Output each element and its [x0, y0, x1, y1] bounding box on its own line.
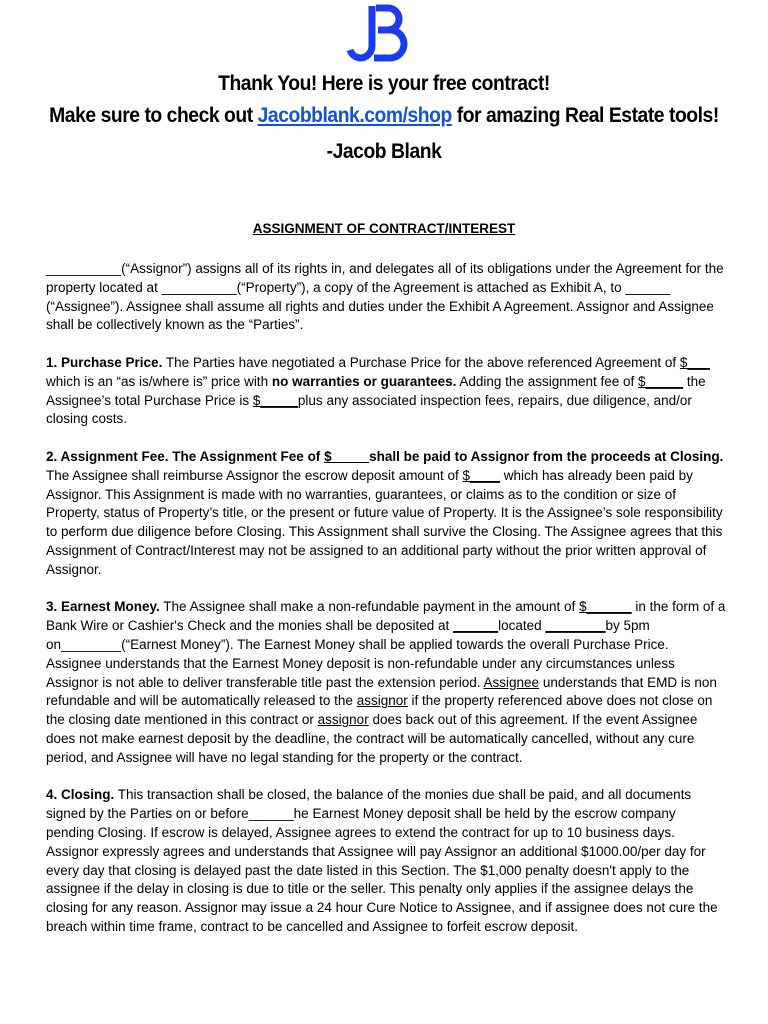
assignment-fee-heading-2: shall be paid to Assignor from the proceeds at Closing.: [369, 448, 724, 464]
total-price-blank: $_____: [252, 392, 298, 408]
purchase-price-heading: 1. Purchase Price.: [46, 354, 163, 370]
section-closing: [46, 786, 726, 936]
s3-text-5: understands that EMD is non refundable and will be automatically released to the: [46, 674, 717, 709]
promo-text-after: for amazing Real Estate tools!: [451, 104, 719, 127]
no-warranties-text: no warranties or guarantees.: [271, 373, 457, 389]
section-assignment-fee: [46, 448, 726, 580]
s2-text-2: which has already been paid by Assignor. This Assignment is made with no warranties, guarantees, or claims as to the condition or size of Property, status of Property’s title, or the present or future value of Property. It is the Assignee’s sole responsibility to perform due diligence before Closing. This Assignment shall survive the Closing. The Assignee agrees that this Assignment of Contract/Interest may not be assigned to an additional party without the prior written approval of Assignor.: [46, 467, 723, 577]
promo-line: [31, 104, 738, 128]
s3-text-2: in the form of a Bank Wire or Cashier's Check and the monies shall be deposited at: [46, 599, 726, 634]
purchase-price-blank: $___: [679, 354, 710, 370]
s3-text-1: The Assignee shall make a non-refundable payment in the amount of: [159, 599, 580, 615]
s3-text-7: does back out of this agreement. If the event Assignee does not make earnest deposit by the deadline, the contract will be automatically cancelled, without any cure period, and Assignee will have no legal standing for the property or the contract.: [46, 712, 698, 765]
earnest-amount-blank: $______: [579, 599, 632, 615]
s1-text-2: which is an “as is/where is” price with: [46, 373, 272, 389]
contract-body: [46, 260, 726, 955]
thank-you-heading: Thank You! Here is your free contract!: [218, 72, 550, 95]
closing-heading: 4. Closing.: [46, 787, 115, 803]
fee-blank: $_____: [324, 448, 370, 464]
s3-text-3: located: [498, 618, 546, 634]
s1-text-3: Adding the assignment fee of: [456, 373, 639, 389]
section-earnest-money: [46, 598, 726, 767]
assignment-fee-heading: 2. Assignment Fee. The Assignment Fee of: [46, 448, 325, 464]
s4-text-1: This transaction shall be closed, the balance of the monies due shall be paid, and all documents signed by the Parties on or before______he Earnest Money deposit shall be held by the escrow company pending Closing. If escrow is delayed, Assignee agrees to extend the contract for up to 10 business days. Assignor expressly agrees and understands that Assignee will pay Assignor an additional $1000.00/per day for every day that closing is delayed past the date listed in this Section. The $1,000 penalty doesn't apply to the assignee if the delay in closing is due to title or the seller. This penalty only applies if the assignee delays the closing for any reason. Assignor may issue a 24 hour Cure Notice to Assignee, and if assignee does not cure the breach within time frame, contract to be cancelled and Assignee to forfeit escrow deposit.: [46, 787, 718, 934]
shop-link[interactable]: Jacobblank.com/shop: [257, 104, 452, 127]
s1-text-5: plus any associated inspection fees, repairs, due diligence, and/or closing costs.: [46, 392, 692, 427]
escrow-deposit-blank: $____: [462, 467, 501, 483]
jb-logo: [346, 2, 408, 68]
s3-text-4: by 5pm on________(“Earnest Money”). The Earnest Money shall be applied towards the overall Purchase Price. Assignee understands that the Earnest Money deposit is non-refundable under any circumstances unless Assignor is not able to deliver transferable title past the extension period.: [46, 618, 675, 690]
s1-text-4: the Assignee’s total Purchase Price is: [46, 373, 706, 408]
s3-text-6: if the property referenced above does not close on the closing date mentioned in this contract or: [46, 693, 713, 728]
assignee-underlined: Assignee: [483, 674, 540, 690]
intro-paragraph: __________(“Assignor”) assigns all of its rights in, and delegates all of its obligations under the Agreement for the property located at __________(“Property”), a copy of the Agreement is attached as Exhibit A, to ______ (“Assignee”). Assignee shall assume all rights and duties under the Exhibit A Agreement. Assignor and Assignee shall be collectively known as the “Parties”.: [46, 261, 724, 333]
deposit-location-blank: ______: [453, 618, 499, 634]
section-purchase-price: [46, 354, 726, 429]
promo-text-before: Make sure to check out: [49, 104, 258, 127]
assignor-underlined-2: assignor: [317, 712, 369, 728]
s1-text-1: The Parties have negotiated a Purchase Price for the above referenced Agreement of: [162, 354, 680, 370]
logo-text: JB: [346, 2, 348, 3]
assignment-fee-blank: $_____: [638, 373, 684, 389]
author-signature: -Jacob Blank: [326, 140, 442, 163]
s2-text-1: The Assignee shall reimburse Assignor the escrow deposit amount of: [46, 467, 463, 483]
document-title: ASSIGNMENT OF CONTRACT/INTEREST: [252, 221, 516, 236]
located-blank: ________: [545, 618, 606, 634]
earnest-money-heading: 3. Earnest Money.: [46, 599, 160, 615]
assignor-underlined-1: assignor: [356, 693, 408, 709]
